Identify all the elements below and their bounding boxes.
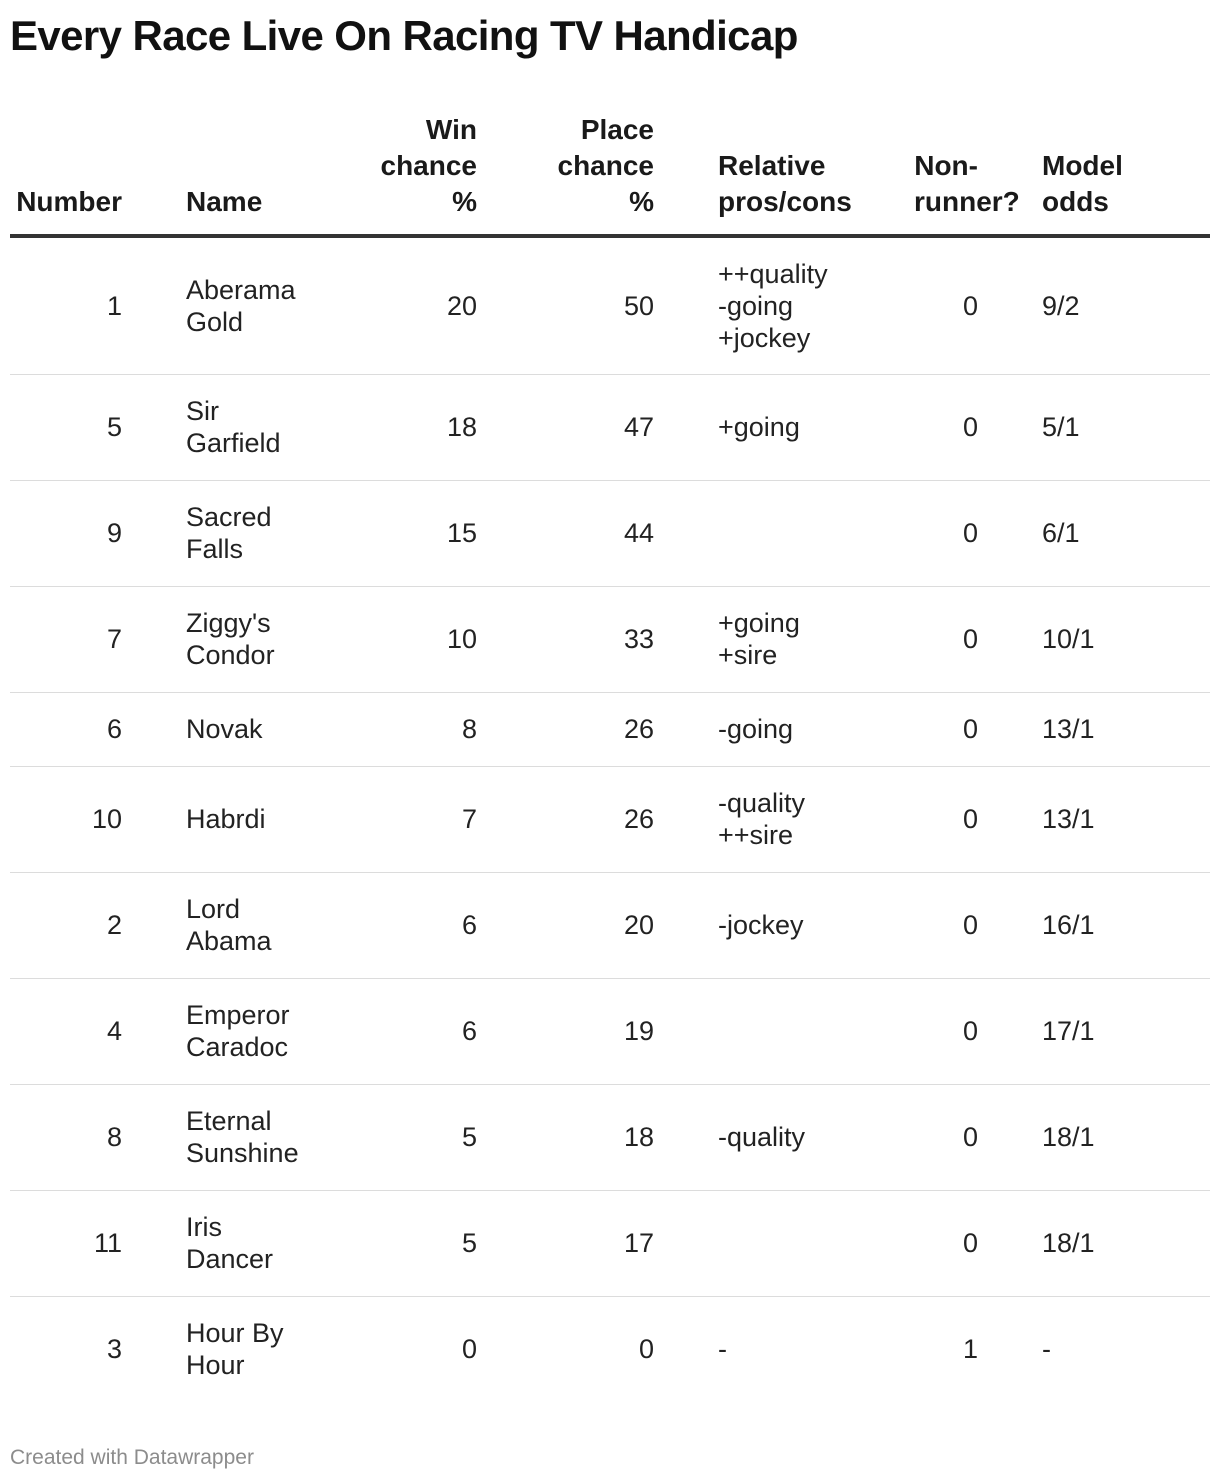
cell-non-runner: 0 [962, 1228, 978, 1258]
cell-win-chance: 0 [461, 1334, 477, 1365]
cell-model-odds: 18/1 [1042, 1122, 1095, 1152]
header-non-runner: Non- runner? [914, 112, 978, 236]
name-line: Falls [186, 534, 244, 564]
cell-non-runner: 1 [962, 1334, 978, 1365]
table-row [10, 480, 1210, 586]
cell-relative [718, 374, 914, 480]
cell-non-runner: 0 [962, 1122, 978, 1152]
cell-win-chance: 18 [446, 412, 477, 442]
cell-spacer [654, 480, 718, 586]
cell-non-runner: 0 [962, 518, 978, 548]
table-row [10, 692, 1210, 766]
cell-model-odds: 9/2 [1042, 290, 1080, 321]
note-line: - [718, 1334, 727, 1365]
cell-relative [718, 480, 914, 586]
name-line: Hour [186, 1350, 245, 1381]
name-line: Gold [186, 306, 244, 337]
cell-name [186, 480, 366, 586]
cell-spacer [122, 766, 186, 872]
name-line: Aberama [186, 274, 296, 305]
cell-model-odds: 13/1 [1042, 804, 1095, 834]
cell-non-runner: 0 [962, 624, 978, 654]
cell-win-chance: 6 [461, 910, 477, 940]
cell-spacer [654, 766, 718, 872]
name-line: Garfield [186, 428, 281, 458]
cell-spacer [654, 1084, 718, 1190]
cell-spacer [654, 872, 718, 978]
note-line: +jockey [718, 322, 811, 353]
cell-win-chance: 15 [446, 518, 477, 548]
cell-spacer [122, 586, 186, 692]
cell-number: 4 [106, 1016, 122, 1046]
note-line: ++sire [718, 820, 794, 850]
cell-spacer [122, 692, 186, 766]
name-line: Novak [186, 714, 263, 744]
cell-relative [718, 1296, 914, 1402]
cell-win-chance: 7 [461, 804, 477, 834]
cell-model-odds: 13/1 [1042, 714, 1095, 744]
cell-spacer [654, 586, 718, 692]
cell-place-chance: 0 [638, 1334, 654, 1365]
cell-model-odds: 18/1 [1042, 1228, 1095, 1258]
cell-place-chance: 26 [623, 804, 654, 834]
cell-place-chance: 17 [623, 1228, 654, 1258]
name-line: Condor [186, 640, 275, 670]
name-line: Abama [186, 926, 272, 956]
cell-name [186, 236, 366, 374]
cell-name [186, 374, 366, 480]
cell-spacer [122, 872, 186, 978]
cell-number: 9 [106, 518, 122, 548]
note-line: -quality [718, 788, 806, 818]
table-row [10, 586, 1210, 692]
cell-win-chance: 20 [446, 290, 477, 321]
cell-spacer [122, 480, 186, 586]
cell-spacer [654, 978, 718, 1084]
cell-place-chance: 18 [623, 1122, 654, 1152]
cell-spacer [654, 374, 718, 480]
note-line: -going [718, 714, 794, 744]
cell-name [186, 1296, 366, 1402]
cell-win-chance: 8 [461, 714, 477, 744]
cell-number: 1 [106, 290, 122, 321]
cell-place-chance: 47 [623, 412, 654, 442]
cell-number: 7 [106, 624, 122, 654]
note-line: -quality [718, 1122, 806, 1152]
cell-number: 10 [91, 804, 122, 834]
chart-title: Every Race Live On Racing TV Handicap [10, 12, 798, 59]
header-win-chance: Win chance % [366, 112, 477, 236]
cell-spacer [122, 1296, 186, 1402]
cell-spacer [654, 692, 718, 766]
cell-number: 8 [106, 1122, 122, 1152]
cell-relative [718, 692, 914, 766]
cell-relative [718, 872, 914, 978]
header-number: Number [10, 112, 122, 236]
cell-name [186, 1190, 366, 1296]
table-row [10, 1190, 1210, 1296]
cell-model-odds: 17/1 [1042, 1016, 1095, 1046]
cell-name [186, 978, 366, 1084]
cell-number: 3 [106, 1334, 122, 1365]
cell-spacer [122, 1190, 186, 1296]
cell-number: 2 [106, 910, 122, 940]
table-row [10, 766, 1210, 872]
table-row [10, 1084, 1210, 1190]
note-line: -jockey [718, 910, 804, 940]
table-row [10, 374, 1210, 480]
name-line: Ziggy's [186, 608, 271, 638]
cell-spacer [654, 1190, 718, 1296]
cell-model-odds: 6/1 [1042, 518, 1080, 548]
table-row [10, 1296, 1210, 1402]
cell-number: 6 [106, 714, 122, 744]
cell-relative [718, 1084, 914, 1190]
table-row [10, 872, 1210, 978]
name-line: Lord [186, 894, 241, 924]
note-line: +going [718, 412, 800, 442]
cell-relative [718, 766, 914, 872]
credit-text: Created with Datawrapper [10, 1446, 254, 1469]
cell-spacer [122, 1084, 186, 1190]
cell-non-runner: 0 [962, 714, 978, 744]
header-place-chance: Place chance % [477, 112, 654, 236]
cell-spacer [654, 236, 718, 374]
name-line: Iris [186, 1212, 222, 1242]
header-relative: Relative pros/cons [718, 112, 914, 236]
note-line: +sire [718, 640, 778, 670]
cell-spacer [122, 978, 186, 1084]
note-line: ++quality [718, 258, 828, 289]
cell-spacer [122, 374, 186, 480]
cell-spacer [122, 236, 186, 374]
cell-name [186, 766, 366, 872]
name-line: Emperor [186, 1000, 290, 1030]
cell-number: 11 [93, 1228, 122, 1258]
cell-name [186, 586, 366, 692]
cell-win-chance: 5 [461, 1122, 477, 1152]
name-line: Caradoc [186, 1032, 289, 1062]
note-line: +going [718, 608, 800, 638]
header-row [10, 112, 1210, 236]
header-name: Name [186, 112, 366, 236]
cell-place-chance: 44 [623, 518, 654, 548]
cell-non-runner: 0 [962, 910, 978, 940]
cell-win-chance: 10 [446, 624, 477, 654]
cell-place-chance: 20 [623, 910, 654, 940]
runners-table [10, 112, 1210, 1402]
name-line: Eternal [186, 1106, 272, 1136]
name-line: Sunshine [186, 1138, 299, 1168]
cell-spacer [654, 1296, 718, 1402]
cell-model-odds: 16/1 [1042, 910, 1095, 940]
cell-place-chance: 19 [623, 1016, 654, 1046]
cell-non-runner: 0 [962, 290, 978, 321]
header-model-odds: Model odds [978, 112, 1210, 236]
cell-relative [718, 236, 914, 374]
cell-name [186, 1084, 366, 1190]
cell-non-runner: 0 [962, 804, 978, 834]
cell-number: 5 [106, 412, 122, 442]
cell-name [186, 692, 366, 766]
name-line: Hour By [186, 1318, 284, 1349]
table-row [10, 236, 1210, 374]
name-line: Sir [186, 396, 219, 426]
cell-place-chance: 33 [623, 624, 654, 654]
table-body [10, 236, 1210, 1402]
cell-place-chance: 26 [623, 714, 654, 744]
cell-win-chance: 5 [461, 1228, 477, 1258]
note-line: -going [718, 290, 794, 321]
cell-model-odds: 5/1 [1042, 412, 1080, 442]
cell-place-chance: 50 [623, 290, 654, 321]
cell-relative [718, 978, 914, 1084]
name-line: Dancer [186, 1244, 274, 1274]
name-line: Habrdi [186, 804, 266, 834]
name-line: Sacred [186, 502, 272, 532]
table-row [10, 978, 1210, 1084]
cell-non-runner: 0 [962, 412, 978, 442]
cell-relative [718, 1190, 914, 1296]
cell-non-runner: 0 [962, 1016, 978, 1046]
cell-win-chance: 6 [461, 1016, 477, 1046]
cell-name [186, 872, 366, 978]
cell-model-odds: - [1042, 1334, 1051, 1365]
cell-relative [718, 586, 914, 692]
cell-model-odds: 10/1 [1042, 624, 1095, 654]
